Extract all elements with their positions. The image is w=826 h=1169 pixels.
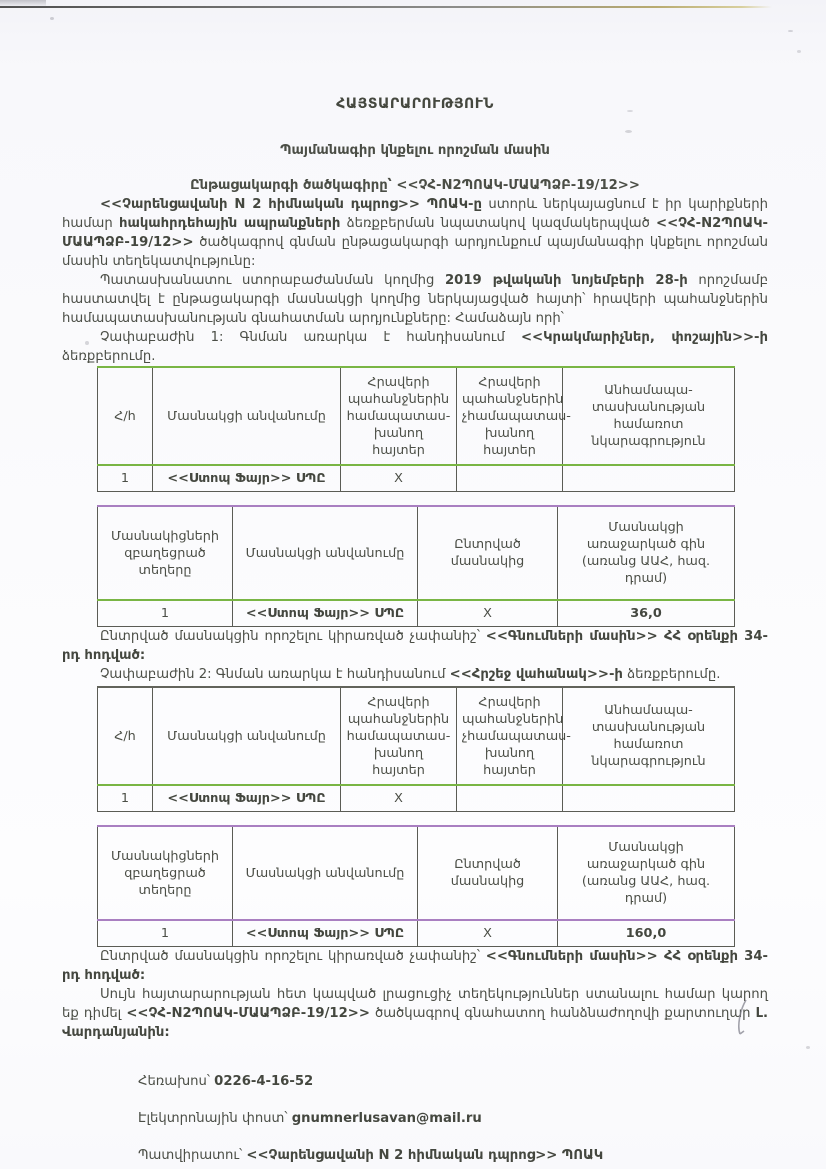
customer-line	[62, 1146, 768, 1165]
text-segment: Չափաբաժին 1: Գնման առարկա է հանդիսանում	[100, 330, 521, 345]
header-cell-place: Մասնակիցների զբաղեցրած տեղերը	[98, 826, 233, 920]
scan-speck	[806, 1046, 810, 1049]
law-reference: <<Գնումների մասին>> ՀՀ օրենքի 34-րդ հոդված:	[62, 629, 768, 663]
header-cell-selected: Ընտրված մասնակից	[418, 506, 558, 600]
cell-selected: X	[418, 920, 558, 947]
procedure-code: <<ՉՀ-N2ՊՈԱԿ-ՄԱԱՊՁԲ-19/12>>	[396, 178, 640, 193]
cell-noncompliant	[457, 785, 563, 812]
document-subtitle: Պայմանագիր կնքելու որոշման մասին	[280, 143, 550, 158]
lot2-criterion	[62, 947, 768, 985]
header-cell-no: Հ/հ	[98, 687, 153, 785]
text-segment: ձեռքբերումը.	[622, 667, 721, 682]
lot1-criterion	[62, 627, 768, 665]
scan-speck	[50, 17, 54, 20]
customer-label: Պատվիրատու՝	[138, 1148, 247, 1163]
cell-participant: <<Ստոպ Ֆայր>> ՍՊԸ	[153, 465, 341, 492]
table-header-row	[98, 367, 735, 465]
cell-no: 1	[98, 465, 153, 492]
table-row	[98, 600, 735, 627]
cell-participant: <<Ստոպ Ֆայր>> ՍՊԸ	[233, 600, 418, 627]
organization-name: <<Չարենցավանի N 2 հիմնական դպրոց>> ՊՈԱԿ-ը	[100, 197, 482, 212]
scan-corner-artifact	[0, 0, 46, 7]
table-row	[98, 920, 735, 947]
text-segment: ծածկագրով գնման ընթացակարգի արդյունքում պայմանագիր կնքելու որոշման մասին տեղեկատվությունը:	[62, 235, 768, 269]
header-cell-participant: Մասնակցի անվանումը	[233, 506, 418, 600]
lot2-item-name: <<Հրշեջ վահանակ>>-ի	[449, 667, 623, 682]
lot1-heading	[62, 328, 768, 366]
procedure-code: <<ՉՀ-N2ՊՈԱԿ-ՄԱԱՊՁԲ-19/12>>	[62, 216, 768, 250]
header-cell-noncompliant-bids: Հրավերի պահանջներին չհամապատաս-խանող հայտեր	[457, 687, 563, 785]
cell-description	[563, 785, 735, 812]
cell-compliant: X	[341, 785, 457, 812]
cell-participant: <<Ստոպ Ֆայր>> ՍՊԸ	[233, 920, 418, 947]
header-cell-noncompliance-description: Անհամապա-տասխանության համառոտ նկարագրություն	[563, 687, 735, 785]
lot1-price-table	[97, 505, 735, 627]
phone-label: Հեռախոս՝	[138, 1074, 215, 1089]
cell-place: 1	[98, 920, 233, 947]
text-segment: որոշմամբ հաստատվել է ընթացակարգի մասնակցի կողմից ներկայացված հայտի՝ հրավերի պահանջներին համապատասխանության գնահատման արդյունքները: Համաձայն որի՝	[62, 273, 769, 326]
lot1-evaluation-table	[97, 366, 735, 492]
header-cell-compliant-bids: Հրավերի պահանջներին համապատաս-խանող հայտեր	[341, 687, 457, 785]
scan-speck	[797, 50, 801, 53]
text-segment: Ընտրված մասնակցին որոշելու կիրառված չափանիշ՝	[100, 949, 486, 964]
lot2-price-table	[97, 825, 735, 947]
header-cell-place: Մասնակիցների զբաղեցրած տեղերը	[98, 506, 233, 600]
header-cell-participant: Մասնակցի անվանումը	[153, 367, 341, 465]
text-segment: Չափաբաժին 2: Գնման առարկա է հանդիսանում	[100, 667, 450, 682]
header-cell-compliant-bids: Հրավերի պահանջներին համապատաս-խանող հայտեր	[341, 367, 457, 465]
lot1-item-name: <<Կրակմարիչներ, փոշային>>-ի	[520, 330, 768, 345]
table-header-row	[98, 506, 735, 600]
text-segment: Սույն հայտարարության հետ կապված լրացուցիչ տեղեկություններ ստանալու համար կարող եք դիմել	[62, 987, 768, 1021]
law-reference: <<Գնումների մասին>> ՀՀ օրենքի 34-րդ հոդված:	[62, 949, 768, 983]
customer-name: <<Չարենցավանի N 2 հիմնական դպրոց>> ՊՈԱԿ	[246, 1148, 604, 1163]
cell-selected: X	[418, 600, 558, 627]
email-line	[62, 1109, 768, 1128]
procurement-subject: հակահրդեհային ապրանքների	[118, 216, 341, 231]
email-address: gnumnerlusavan@mail.ru	[291, 1111, 482, 1126]
cell-description	[563, 465, 735, 492]
intro-paragraph-1	[62, 195, 768, 271]
lot2-evaluation-table	[97, 686, 735, 812]
text-segment: ծածկագրով գնահատող հանձնաժողովի քարտուղար	[369, 1006, 756, 1021]
table-header-row	[98, 826, 735, 920]
procedure-code: <<ՉՀ-N2ՊՈԱԿ-ՄԱԱՊՁԲ-19/12>>	[126, 1006, 370, 1021]
header-cell-noncompliant-bids: Հրավերի պահանջներին չհամապատաս-խանող հայտեր	[457, 367, 563, 465]
text-segment: Ընտրված մասնակցին որոշելու կիրառված չափանիշ՝	[100, 629, 486, 644]
table-row	[98, 465, 735, 492]
header-cell-price: Մասնակցի առաջարկած գին (առանց ԱԱՀ, հազ. դրամ)	[558, 826, 735, 920]
cell-place: 1	[98, 600, 233, 627]
header-cell-noncompliance-description: Անհամապա-տասխանության համառոտ նկարագրություն	[563, 367, 735, 465]
cell-participant: <<Ստոպ Ֆայր>> ՍՊԸ	[153, 785, 341, 812]
cell-compliant: X	[341, 465, 457, 492]
phone-line	[62, 1072, 768, 1091]
text-segment: ձեռքբերման նպատակով կազմակերպված	[340, 216, 657, 231]
intro-paragraph-2	[62, 271, 768, 328]
table-row	[98, 785, 735, 812]
cell-price: 36,0	[558, 600, 735, 627]
text-segment: Պատասխանատու ստորաբաժանման կողմից	[100, 273, 445, 288]
header-cell-participant: Մասնակցի անվանումը	[153, 687, 341, 785]
secretary-name: Լ. Վարդանյանին:	[62, 1006, 769, 1040]
contact-paragraph	[62, 985, 768, 1042]
phone-number: 0226-4-16-52	[214, 1074, 314, 1089]
header-cell-no: Հ/հ	[98, 367, 153, 465]
table-header-row	[98, 687, 735, 785]
lot2-heading	[62, 665, 768, 684]
procedure-code-line	[62, 176, 768, 195]
email-label: Էլեկտրոնային փոստ՝	[138, 1111, 292, 1126]
text-segment: ստորև ներկայացնում է իր կարիքների համար	[62, 197, 768, 231]
header-cell-selected: Ընտրված մասնակից	[418, 826, 558, 920]
scan-speck	[788, 30, 793, 32]
decision-date: 2019 թվականի նոյեմբերի 28-ի	[445, 273, 688, 288]
page-title: ՀԱՅՏԱՐԱՐՈՒԹՅՈՒՆ	[336, 96, 494, 112]
text-segment: ձեռքբերումը.	[62, 349, 156, 364]
header-cell-price: Մասնակցի առաջարկած գին (առանց ԱԱՀ, հազ. դրամ)	[558, 506, 735, 600]
procedure-code-label: Ընթացակարգի ծածկագիրը՝	[190, 178, 397, 193]
pen-mark-artifact	[726, 992, 760, 1042]
header-cell-participant: Մասնակցի անվանումը	[233, 826, 418, 920]
cell-no: 1	[98, 785, 153, 812]
cell-noncompliant	[457, 465, 563, 492]
cell-price: 160,0	[558, 920, 735, 947]
